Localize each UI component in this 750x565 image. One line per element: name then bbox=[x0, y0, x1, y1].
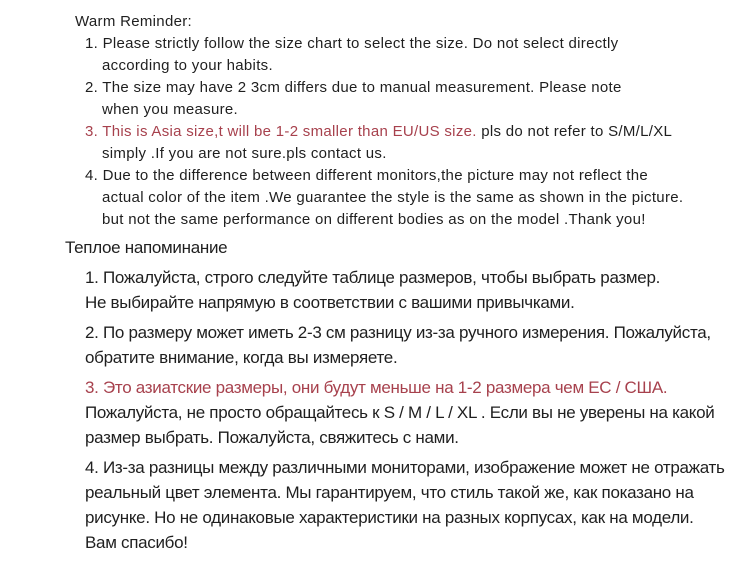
ru-item-3-line-3: размер выбрать. Пожалуйста, свяжитесь с нами. bbox=[85, 428, 459, 447]
ru-item-3 bbox=[0, 375, 750, 450]
russian-section bbox=[0, 235, 750, 555]
en-item-3 bbox=[0, 121, 750, 165]
ru-item-1 bbox=[0, 265, 750, 315]
en-item-1 bbox=[0, 33, 750, 77]
english-section bbox=[0, 11, 750, 231]
ru-item-2-line-1: 2. По размеру может иметь 2-3 см разницу из-за ручного измерения. Пожалуйста, bbox=[85, 323, 711, 342]
ru-item-4-line-2: реальный цвет элемента. Мы гарантируем, что стиль такой же, как показано на bbox=[85, 483, 694, 502]
en-item-4-line-3: but not the same performance on different bodies as on the model .Thank you! bbox=[102, 211, 646, 228]
en-item-2 bbox=[0, 77, 750, 121]
en-item-1-line-2: according to your habits. bbox=[102, 57, 273, 74]
en-item-3-line-2: simply .If you are not sure.pls contact us. bbox=[102, 145, 387, 162]
en-item-1-line-1: 1. Please strictly follow the size chart to select the size. Do not select directly bbox=[85, 35, 619, 52]
english-section-title: Warm Reminder: bbox=[75, 13, 192, 30]
ru-item-2-line-2: обратите внимание, когда вы измеряете. bbox=[85, 348, 398, 367]
en-item-4-line-2: actual color of the item .We guarantee the style is the same as shown in the picture. bbox=[102, 189, 684, 206]
russian-section-title: Теплое напоминание bbox=[65, 238, 228, 257]
ru-item-4 bbox=[0, 455, 750, 555]
en-item-4-line-1: 4. Due to the difference between different monitors,the picture may not reflect the bbox=[85, 167, 648, 184]
ru-item-4-line-1: 4. Из-за разницы между различными мониторами, изображение может не отражать bbox=[85, 458, 725, 477]
ru-item-4-line-3: рисунке. Но не одинаковые характеристики на разных корпусах, как на модели. bbox=[85, 508, 694, 527]
ru-item-4-line-4: Вам спасибо! bbox=[85, 533, 188, 552]
en-item-3-line-1 bbox=[85, 121, 750, 143]
en-item-2-line-2: when you measure. bbox=[102, 101, 239, 118]
ru-item-1-line-1: 1. Пожалуйста, строго следуйте таблице размеров, чтобы выбрать размер. bbox=[85, 268, 661, 287]
en-item-3-red-text: 3. This is Asia size,t will be 1-2 smaller than EU/US size. bbox=[85, 123, 477, 140]
ru-item-1-line-2: Не выбирайте напрямую в соответствии с вашими привычками. bbox=[85, 293, 575, 312]
en-item-3-black-text: pls do not refer to S/M/L/XL bbox=[476, 123, 673, 140]
ru-item-3-line-2: Пожалуйста, не просто обращайтесь к S / M / L / XL . Если вы не уверены на какой bbox=[85, 403, 715, 422]
en-item-4 bbox=[0, 165, 750, 231]
en-item-2-line-1: 2. The size may have 2 3cm differs due to manual measurement. Please note bbox=[85, 79, 622, 96]
ru-item-2 bbox=[0, 320, 750, 370]
ru-item-3-line-1: 3. Это азиатские размеры, они будут меньше на 1-2 размера чем ЕС / США. bbox=[85, 378, 668, 397]
